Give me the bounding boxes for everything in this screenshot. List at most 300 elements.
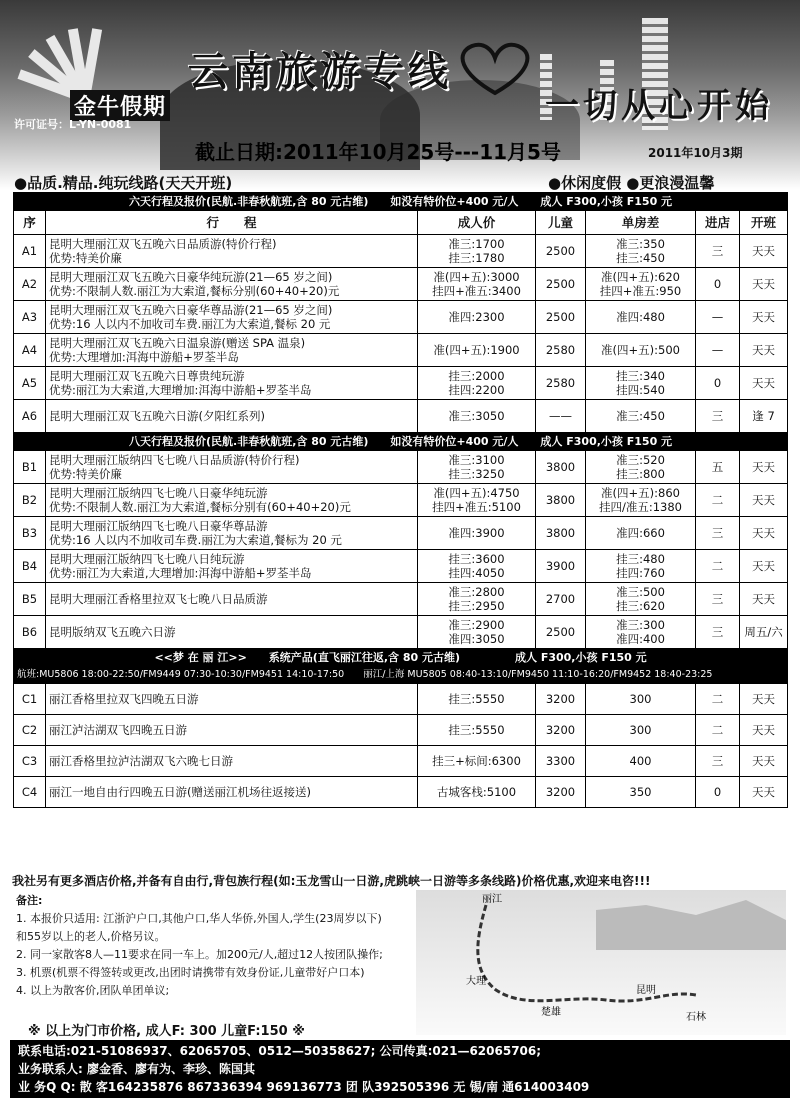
single-supplement-line: 准(四+五):620 xyxy=(601,270,680,284)
adult-price-line: 挂四:4050 xyxy=(448,566,505,580)
adult-price xyxy=(418,268,536,301)
section-title: <<梦 在 丽 江>> 系统产品(直飞丽江往返,含 80 元古维) 成人 F300,小孩 F150 元 xyxy=(14,649,788,667)
tour-route-line: 丽江一地自由行四晚五日游(赠送丽江机场往返接送) xyxy=(49,785,311,799)
tour-route-line: 优势:不限制人数.丽江为大索道,餐标分别(60+40+20)元 xyxy=(49,284,340,298)
tour-route-line: 优势:特美价廉 xyxy=(49,467,122,481)
single-supplement xyxy=(586,484,696,517)
adult-price-line: 挂三:1780 xyxy=(448,251,505,265)
single-supplement-line: 挂四+准五:950 xyxy=(599,284,682,298)
child-price xyxy=(536,334,586,367)
tour-route xyxy=(46,616,418,649)
single-supplement xyxy=(586,777,696,808)
tour-id xyxy=(14,400,46,433)
column-header: 成人价 xyxy=(418,211,536,235)
child-price-line: 2500 xyxy=(545,244,576,258)
child-price-line: 3300 xyxy=(545,754,576,768)
adult-price xyxy=(418,334,536,367)
tour-id xyxy=(14,715,46,746)
tour-route xyxy=(46,235,418,268)
tour-route-line: 丽江香格里拉泸沽湖双飞六晚七日游 xyxy=(49,754,233,768)
adult-price xyxy=(418,367,536,400)
tour-row xyxy=(14,583,788,616)
tour-row xyxy=(14,268,788,301)
adult-price xyxy=(418,301,536,334)
shop-visits-line: 二 xyxy=(711,493,724,507)
single-supplement xyxy=(586,235,696,268)
price-note: ※ 以上为门市价格, 成人F: 300 儿童F:150 ※ xyxy=(28,1024,305,1039)
single-supplement-line: 300 xyxy=(629,723,652,737)
single-supplement-line: 350 xyxy=(629,785,652,799)
notes xyxy=(16,892,411,1000)
single-supplement xyxy=(586,268,696,301)
adult-price-line: 挂三:3250 xyxy=(448,467,505,481)
departure-line: 天天 xyxy=(752,277,776,291)
tour-route-line: 昆明大理丽江版纳四飞七晚八日品质游(特价行程) xyxy=(49,453,300,467)
adult-price-line: 准(四+五):1900 xyxy=(433,343,520,357)
single-supplement-line: 准三:520 xyxy=(616,453,665,467)
departure xyxy=(740,746,788,777)
tour-row xyxy=(14,684,788,715)
child-price xyxy=(536,583,586,616)
tour-route-line: 昆明大理丽江双飞五晚六日品质游(特价行程) xyxy=(49,237,277,251)
shop-visits-line: 三 xyxy=(711,592,724,606)
single-supplement xyxy=(586,400,696,433)
single-supplement-line: 挂三:800 xyxy=(616,467,665,481)
departure-line: 天天 xyxy=(752,244,776,258)
tour-route-line: 优势:16 人以内不加收司车费.丽江为大索道,餐标 20 元 xyxy=(49,317,331,331)
adult-price xyxy=(418,550,536,583)
tour-route xyxy=(46,684,418,715)
contact-persons: 业务联系人: 廖金香、廖有为、李珍、陈国其 xyxy=(18,1062,255,1076)
adult-price-line: 准(四+五):4750 xyxy=(433,486,520,500)
departure xyxy=(740,484,788,517)
child-price-line: 2500 xyxy=(545,625,576,639)
tour-row xyxy=(14,400,788,433)
tour-id-line: A1 xyxy=(21,244,38,258)
adult-price-line: 挂四+准五:5100 xyxy=(432,500,521,514)
column-header: 开班 xyxy=(740,211,788,235)
shop-visits-line: 三 xyxy=(711,754,724,768)
departure xyxy=(740,517,788,550)
tour-id-line: A2 xyxy=(21,277,38,291)
single-supplement-line: 准四:400 xyxy=(616,632,665,646)
single-supplement-line: 挂三:340 xyxy=(616,369,665,383)
map-label-shilin: 石林 xyxy=(686,1012,706,1023)
tour-route-line: 昆明大理丽江版纳四飞七晚八日豪华纯玩游 xyxy=(49,486,268,500)
tour-route xyxy=(46,517,418,550)
child-price xyxy=(536,746,586,777)
shop-visits-line: 三 xyxy=(711,409,724,423)
departure-line: 天天 xyxy=(752,460,776,474)
tour-route xyxy=(46,334,418,367)
child-price xyxy=(536,550,586,583)
tour-id xyxy=(14,301,46,334)
shop-visits-line: 二 xyxy=(711,559,724,573)
tour-route-line: 优势:16 人以内不加收司车费.丽江为大索道,餐标为 20 元 xyxy=(49,533,342,547)
column-header: 序 xyxy=(14,211,46,235)
child-price xyxy=(536,451,586,484)
departure-line: 逢 7 xyxy=(752,409,775,423)
contact-phone: 联系电话:021-51086937、62065705、0512—50358627; 公司传真:021—62065706; xyxy=(18,1044,542,1058)
note-item: 3. 机票(机票不得签转或更改,出团时请携带有效身份证,儿童带好户口本) xyxy=(16,966,365,979)
tour-id xyxy=(14,484,46,517)
note-item: 和55岁以上的老人,价格另议。 xyxy=(16,930,166,943)
departure xyxy=(740,367,788,400)
single-supplement-line: 挂四:540 xyxy=(616,383,665,397)
tour-id-line: A3 xyxy=(21,310,38,324)
tour-id-line: A5 xyxy=(21,376,38,390)
tour-id-line: C4 xyxy=(21,785,38,799)
child-price xyxy=(536,777,586,808)
tour-row xyxy=(14,301,788,334)
tour-route-line: 昆明大理丽江香格里拉双飞七晚八日品质游 xyxy=(49,592,268,606)
shop-visits-line: 五 xyxy=(711,460,724,474)
shop-visits-line: 三 xyxy=(711,244,724,258)
tour-route-line: 丽江泸沽湖双飞四晚五日游 xyxy=(49,723,187,737)
adult-price-line: 准四:3900 xyxy=(448,526,505,540)
shop-visits xyxy=(696,451,740,484)
single-supplement-line: 准(四+五):860 xyxy=(601,486,680,500)
adult-price xyxy=(418,400,536,433)
tour-route xyxy=(46,583,418,616)
adult-price xyxy=(418,451,536,484)
single-supplement-line: 400 xyxy=(629,754,652,768)
column-header: 进店 xyxy=(696,211,740,235)
tour-row xyxy=(14,616,788,649)
deadline: 截止日期:2011年10月25号---11月5号 xyxy=(195,140,561,164)
child-price-line: —— xyxy=(549,409,572,423)
child-price-line: 3200 xyxy=(545,723,576,737)
single-supplement-line: 准三:500 xyxy=(616,585,665,599)
departure-line: 天天 xyxy=(752,526,776,540)
column-header-row xyxy=(14,211,788,235)
map-label-lijiang: 丽江 xyxy=(482,894,502,905)
tour-id-line: B3 xyxy=(21,526,38,540)
tour-route xyxy=(46,400,418,433)
page-title: 云南旅游专线 xyxy=(188,48,452,95)
child-price-line: 3200 xyxy=(545,785,576,799)
shop-visits xyxy=(696,301,740,334)
shop-visits-line: — xyxy=(711,310,724,324)
tour-route xyxy=(46,715,418,746)
tour-route xyxy=(46,746,418,777)
tour-row xyxy=(14,484,788,517)
child-price xyxy=(536,616,586,649)
tagline-right: ●休闲度假 ●更浪漫温馨 xyxy=(548,174,715,190)
tour-route-line: 昆明大理丽江双飞五晚六日温泉游(赠送 SPA 温泉) xyxy=(49,336,306,350)
departure xyxy=(740,400,788,433)
adult-price-line: 挂三:2000 xyxy=(448,369,505,383)
departure-line: 天天 xyxy=(752,692,776,706)
adult-price xyxy=(418,777,536,808)
tour-row xyxy=(14,451,788,484)
child-price xyxy=(536,517,586,550)
contact-qq: 业 务Q Q: 散 客164235876 867336394 969136773 团 队392505396 无 锡/南 通614003409 xyxy=(18,1080,590,1094)
child-price-line: 3800 xyxy=(545,526,576,540)
departure xyxy=(740,583,788,616)
tour-id-line: A6 xyxy=(21,409,38,423)
adult-price-line: 准四:2300 xyxy=(448,310,505,324)
single-supplement-line: 挂三:480 xyxy=(616,552,665,566)
departure-line: 天天 xyxy=(752,343,776,357)
tour-id xyxy=(14,334,46,367)
tour-route-line: 优势:丽江为大索道,大理增加:洱海中游船+罗荃半岛 xyxy=(49,383,312,397)
departure-line: 天天 xyxy=(752,754,776,768)
child-price-line: 2500 xyxy=(545,277,576,291)
child-price-line: 2700 xyxy=(545,592,576,606)
single-supplement-line: 挂三:450 xyxy=(616,251,665,265)
adult-price-line: 古城客栈:5100 xyxy=(436,785,517,799)
adult-price xyxy=(418,616,536,649)
tour-id xyxy=(14,451,46,484)
tour-route-line: 优势:不限制人数.丽江为大索道,餐标分别有(60+40+20)元 xyxy=(49,500,351,514)
single-supplement xyxy=(586,517,696,550)
tour-id-line: B1 xyxy=(21,460,38,474)
adult-price-line: 准(四+五):3000 xyxy=(433,270,520,284)
single-supplement xyxy=(586,583,696,616)
single-supplement-line: 准三:300 xyxy=(616,618,665,632)
tour-id-line: C2 xyxy=(21,723,38,737)
tour-route xyxy=(46,777,418,808)
shop-visits xyxy=(696,484,740,517)
tour-id xyxy=(14,777,46,808)
child-price-line: 2580 xyxy=(545,343,576,357)
map-label-kunming: 昆明 xyxy=(636,985,656,996)
tour-route xyxy=(46,301,418,334)
tour-id-line: C3 xyxy=(21,754,38,768)
section-header xyxy=(14,433,788,451)
tour-route-line: 昆明大理丽江双飞五晚六日尊贵纯玩游 xyxy=(49,369,245,383)
tour-id xyxy=(14,235,46,268)
tour-id-line: B5 xyxy=(21,592,38,606)
section-header xyxy=(14,649,788,667)
tour-route xyxy=(46,484,418,517)
departure xyxy=(740,235,788,268)
child-price-line: 3900 xyxy=(545,559,576,573)
tour-route xyxy=(46,268,418,301)
single-supplement-line: 挂四:760 xyxy=(616,566,665,580)
departure xyxy=(740,301,788,334)
column-header: 单房差 xyxy=(586,211,696,235)
single-supplement-line: 挂四/准五:1380 xyxy=(598,500,682,514)
adult-price-line: 挂三:2950 xyxy=(448,599,505,613)
shop-visits xyxy=(696,517,740,550)
shop-visits xyxy=(696,367,740,400)
tour-route-line: 优势:特美价廉 xyxy=(49,251,122,265)
departure-line: 天天 xyxy=(752,376,776,390)
single-supplement xyxy=(586,616,696,649)
price-table-body xyxy=(14,193,788,808)
shop-visits xyxy=(696,684,740,715)
child-price xyxy=(536,400,586,433)
company-logo xyxy=(10,8,175,128)
tour-id xyxy=(14,746,46,777)
section-title: 航班:MU5806 18:00-22:50/FM9449 07:30-10:30/FM9451 14:10-17:50 丽江/上海 MU5805 08:40-13:10/FM9450 11:10-16:20/FM9452 18:40-23:25 xyxy=(14,667,788,684)
departure xyxy=(740,715,788,746)
adult-price-line: 准三:2900 xyxy=(448,618,505,632)
single-supplement xyxy=(586,367,696,400)
tour-route-line: 昆明版纳双飞五晚六日游 xyxy=(49,625,176,639)
route-map-graphic xyxy=(416,890,786,1035)
shop-visits xyxy=(696,616,740,649)
tour-route-line: 丽江香格里拉双飞四晚五日游 xyxy=(49,692,199,706)
adult-price-line: 挂四:2200 xyxy=(448,383,505,397)
shop-visits xyxy=(696,334,740,367)
tour-id xyxy=(14,616,46,649)
departure-line: 天天 xyxy=(752,592,776,606)
single-supplement-line: 准(四+五):500 xyxy=(601,343,680,357)
adult-price xyxy=(418,715,536,746)
shop-visits xyxy=(696,746,740,777)
adult-price xyxy=(418,517,536,550)
departure xyxy=(740,550,788,583)
shop-visits-line: 二 xyxy=(711,692,724,706)
child-price-line: 2580 xyxy=(545,376,576,390)
adult-price-line: 挂三:5550 xyxy=(448,692,505,706)
child-price xyxy=(536,268,586,301)
header-banner xyxy=(0,0,800,190)
adult-price xyxy=(418,484,536,517)
tour-id xyxy=(14,268,46,301)
tour-route-line: 昆明大理丽江双飞五晚六日豪华尊品游(21—65 岁之间) xyxy=(49,303,333,317)
tour-id xyxy=(14,550,46,583)
single-supplement xyxy=(586,746,696,777)
adult-price-line: 准三:3050 xyxy=(448,409,505,423)
brand-name: 金牛假期 xyxy=(70,90,170,121)
tour-id-line: B2 xyxy=(21,493,38,507)
shop-visits-line: 三 xyxy=(711,526,724,540)
section-title: 八天行程及报价(民航.非春秋航班,含 80 元古维) 如没有特价位+400 元/人 成人 F300,小孩 F150 元 xyxy=(14,433,788,451)
single-supplement-line: 挂三:620 xyxy=(616,599,665,613)
note-item: 2. 同一家散客8人—11要求在同一车上。加200元/人,超过12人按团队操作; xyxy=(16,948,383,961)
adult-price-line: 挂四+准五:3400 xyxy=(432,284,521,298)
section-header xyxy=(14,193,788,211)
license-number: 许可证号：L-YN-0081 xyxy=(14,118,132,131)
adult-price xyxy=(418,583,536,616)
child-price-line: 2500 xyxy=(545,310,576,324)
departure xyxy=(740,451,788,484)
shop-visits-line: — xyxy=(711,343,724,357)
column-header: 行 程 xyxy=(46,211,418,235)
departure-line: 天天 xyxy=(752,785,776,799)
tagline-left: ●品质.精品.纯玩线路(天天开班) xyxy=(14,174,233,190)
adult-price-line: 挂三:5550 xyxy=(448,723,505,737)
tour-route-line: 昆明大理丽江版纳四飞七晚八日纯玩游 xyxy=(49,552,245,566)
single-supplement xyxy=(586,451,696,484)
shop-visits xyxy=(696,715,740,746)
departure-line: 天天 xyxy=(752,559,776,573)
map-label-chuxiong: 楚雄 xyxy=(541,1007,561,1018)
price-table xyxy=(13,192,788,808)
adult-price xyxy=(418,235,536,268)
section-title: 六天行程及报价(民航.非春秋航班,含 80 元古维) 如没有特价位+400 元/人 成人 F300,小孩 F150 元 xyxy=(14,193,788,211)
tour-row xyxy=(14,235,788,268)
single-supplement xyxy=(586,715,696,746)
note-item: 4. 以上为散客价,团队单团单议; xyxy=(16,984,170,997)
adult-price xyxy=(418,684,536,715)
shop-visits-line: 0 xyxy=(713,785,722,799)
tour-route xyxy=(46,367,418,400)
shop-visits xyxy=(696,550,740,583)
shop-visits xyxy=(696,235,740,268)
note-item: 1. 本报价只适用: 江浙沪户口,其他户口,华人华侨,外国人,学生(23周岁以下) xyxy=(16,912,382,925)
child-price xyxy=(536,367,586,400)
single-supplement-line: 准三:450 xyxy=(616,409,665,423)
adult-price xyxy=(418,746,536,777)
adult-price-line: 挂三:3600 xyxy=(448,552,505,566)
shop-visits xyxy=(696,268,740,301)
tour-row xyxy=(14,367,788,400)
shop-visits-line: 二 xyxy=(711,723,724,737)
shop-visits-line: 三 xyxy=(711,625,724,639)
single-supplement xyxy=(586,334,696,367)
tour-id-line: A4 xyxy=(21,343,38,357)
departure-line: 天天 xyxy=(752,310,776,324)
adult-price-line: 准三:2800 xyxy=(448,585,505,599)
tour-id-line: C1 xyxy=(21,692,38,706)
departure-line: 天天 xyxy=(752,493,776,507)
tour-row xyxy=(14,517,788,550)
child-price xyxy=(536,715,586,746)
notes-title: 备注: xyxy=(16,894,43,907)
tour-route-line: 优势:丽江为大索道,大理增加:洱海中游船+罗荃半岛 xyxy=(49,566,312,580)
departure xyxy=(740,268,788,301)
shop-visits-line: 0 xyxy=(713,376,722,390)
heart-icon xyxy=(450,38,540,98)
single-supplement xyxy=(586,301,696,334)
column-header: 儿童 xyxy=(536,211,586,235)
child-price xyxy=(536,235,586,268)
shop-visits-line: 0 xyxy=(713,277,722,291)
child-price xyxy=(536,301,586,334)
child-price xyxy=(536,484,586,517)
extra-info: 我社另有更多酒店价格,并备有自由行,背包族行程(如:玉龙雪山一日游,虎跳峡一日游等多条线路)价格优惠,欢迎来电咨!!! xyxy=(12,874,651,888)
adult-price-line: 准四:3050 xyxy=(448,632,505,646)
tour-row xyxy=(14,334,788,367)
tour-route-line: 优势:大理增加:洱海中游船+罗荃半岛 xyxy=(49,350,239,364)
tour-id xyxy=(14,684,46,715)
adult-price-line: 挂三+标间:6300 xyxy=(432,754,521,768)
slogan: 一切从心开始 xyxy=(545,86,773,126)
tour-route-line: 昆明大理丽江版纳四飞七晚八日豪华尊品游 xyxy=(49,519,268,533)
tour-route xyxy=(46,550,418,583)
single-supplement-line: 准三:350 xyxy=(616,237,665,251)
tour-id-line: B4 xyxy=(21,559,38,573)
tour-row xyxy=(14,550,788,583)
tour-row xyxy=(14,746,788,777)
adult-price-line: 准三:1700 xyxy=(448,237,505,251)
shop-visits xyxy=(696,583,740,616)
tour-row xyxy=(14,715,788,746)
section-header xyxy=(14,667,788,684)
child-price-line: 3800 xyxy=(545,493,576,507)
tour-route xyxy=(46,451,418,484)
contact-footer xyxy=(10,1040,790,1098)
single-supplement xyxy=(586,684,696,715)
departure xyxy=(740,777,788,808)
adult-price-line: 准三:3100 xyxy=(448,453,505,467)
tour-id xyxy=(14,367,46,400)
departure xyxy=(740,334,788,367)
shop-visits xyxy=(696,400,740,433)
issue-number: 2011年10月3期 xyxy=(648,146,743,160)
shop-visits xyxy=(696,777,740,808)
departure-line: 周五/六 xyxy=(744,625,783,639)
child-price xyxy=(536,684,586,715)
child-price-line: 3200 xyxy=(545,692,576,706)
tour-route-line: 昆明大理丽江双飞五晚六日豪华纯玩游(21—65 岁之间) xyxy=(49,270,333,284)
tour-row xyxy=(14,777,788,808)
